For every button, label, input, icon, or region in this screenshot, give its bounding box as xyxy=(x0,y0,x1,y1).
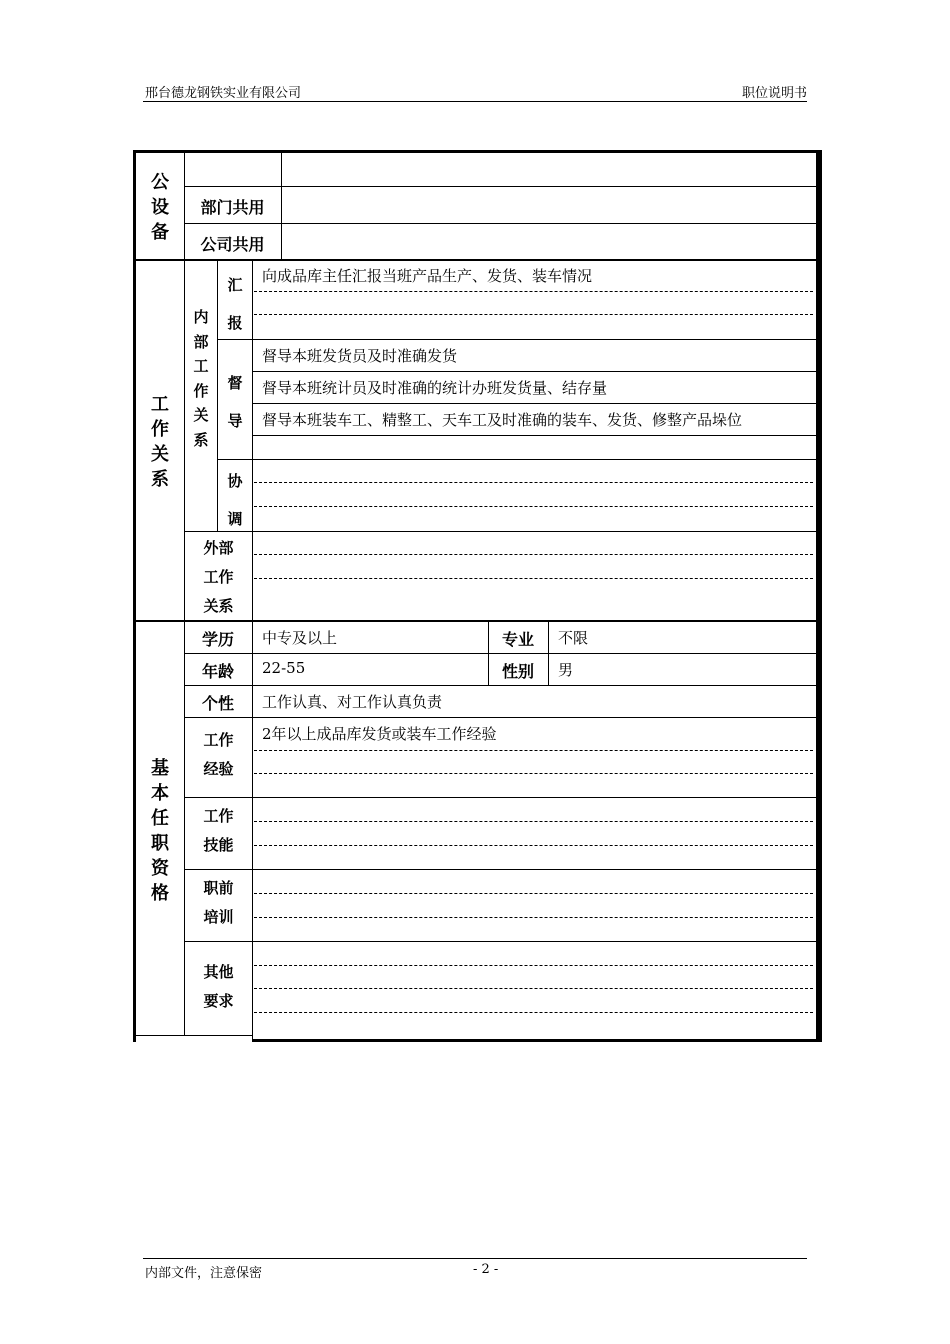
row-divider xyxy=(184,223,816,224)
coordinate-label: 协 调 xyxy=(227,472,243,528)
personality-value: 工作认真、对工作认真负责 xyxy=(262,693,443,711)
row-divider xyxy=(184,186,816,187)
skills-label: 工作 技能 xyxy=(203,807,234,854)
major-label: 专业 xyxy=(501,630,534,649)
writing-line xyxy=(254,554,813,555)
row-divider xyxy=(252,435,816,436)
internal-relations-label: 内 部 工 作 关 系 xyxy=(193,308,209,449)
table-shadow-bottom xyxy=(252,1039,819,1042)
experience-value: 2年以上成品库发货或装车工作经验 xyxy=(262,725,497,743)
education-value: 中专及以上 xyxy=(262,629,338,647)
row-divider xyxy=(184,869,816,870)
company-name: 邢台德龙钢铁实业有限公司 xyxy=(145,86,302,101)
footer-rule xyxy=(143,1258,807,1259)
writing-line xyxy=(254,845,813,846)
pre-job-training-label: 职前 培训 xyxy=(203,879,234,926)
equipment-section-label: 公 设 备 xyxy=(151,172,169,243)
department-shared-label: 部门共用 xyxy=(200,198,265,217)
experience-label: 工作 经验 xyxy=(203,731,234,778)
writing-line xyxy=(254,750,813,751)
column-divider xyxy=(252,261,253,1039)
row-divider xyxy=(252,371,816,372)
row-divider xyxy=(252,403,816,404)
row-divider xyxy=(184,717,816,718)
confidentiality-note: 内部文件，注意保密 xyxy=(145,1266,263,1281)
writing-line xyxy=(254,965,813,966)
writing-line xyxy=(254,893,813,894)
major-value: 不限 xyxy=(558,629,589,647)
document-type: 职位说明书 xyxy=(741,86,807,101)
writing-line xyxy=(254,988,813,989)
writing-line xyxy=(254,821,813,822)
company-shared-label: 公司共用 xyxy=(200,235,265,254)
gender-value: 男 xyxy=(558,661,574,679)
writing-line xyxy=(254,917,813,918)
age-label: 年龄 xyxy=(201,662,234,681)
row-divider xyxy=(217,339,816,340)
gender-label: 性别 xyxy=(501,662,534,681)
column-divider xyxy=(281,153,282,260)
writing-line xyxy=(254,773,813,774)
education-label: 学历 xyxy=(201,630,234,649)
row-divider xyxy=(184,941,816,942)
personality-label: 个性 xyxy=(201,694,234,713)
work-relations-section-label: 工 作 关 系 xyxy=(151,394,169,490)
other-requirements-label: 其他 要求 xyxy=(203,963,234,1010)
row-divider xyxy=(184,685,816,686)
report-label: 汇 报 xyxy=(227,276,243,332)
writing-line xyxy=(254,578,813,579)
row-divider xyxy=(217,459,816,460)
external-relations-label: 外部 工作 关系 xyxy=(203,539,234,615)
header-rule xyxy=(143,101,807,102)
supervise-line: 督导本班发货员及时准确发货 xyxy=(262,347,458,365)
page-number: - 2 - xyxy=(473,1262,499,1277)
row-divider xyxy=(184,531,816,532)
supervise-line: 督导本班装车工、精整工、天车工及时准确的装车、发货、修整产品垛位 xyxy=(262,411,743,429)
report-line: 向成品库主任汇报当班产品生产、发货、装车情况 xyxy=(262,267,593,285)
section-divider xyxy=(133,259,816,261)
supervise-label: 督 导 xyxy=(227,374,243,430)
supervise-line: 督导本班统计员及时准确的统计办班发货量、结存量 xyxy=(262,379,608,397)
table-shadow-right xyxy=(816,150,819,1042)
age-value: 22-55 xyxy=(262,659,306,677)
qualifications-section-label: 基 本 任 职 资 格 xyxy=(151,758,169,904)
writing-line xyxy=(254,314,813,315)
writing-line xyxy=(254,506,813,507)
table-bottom-left-border xyxy=(133,1035,253,1036)
row-divider xyxy=(184,797,816,798)
writing-line xyxy=(254,1012,813,1013)
row-divider xyxy=(184,653,816,654)
writing-line xyxy=(254,291,813,292)
writing-line xyxy=(254,482,813,483)
